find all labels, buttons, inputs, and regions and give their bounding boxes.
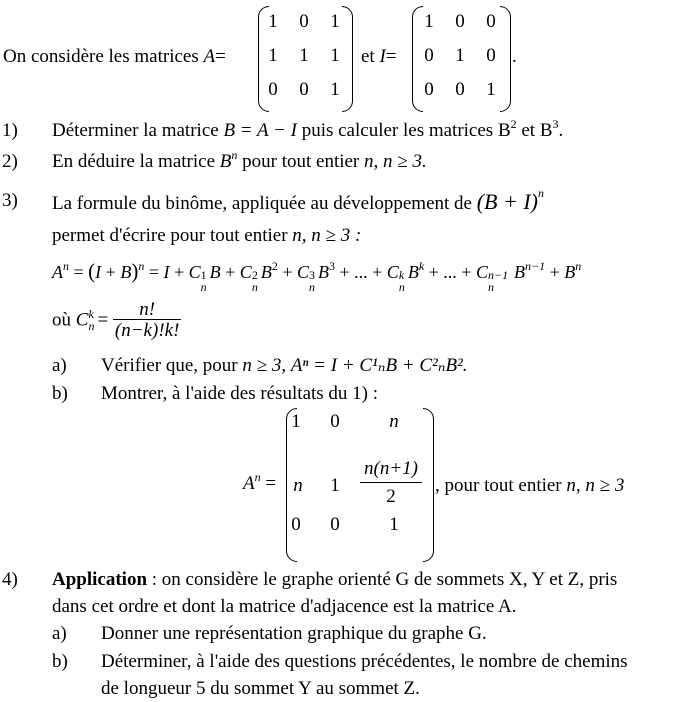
comb-num: n!	[139, 299, 156, 320]
intro-and	[361, 47, 397, 66]
question-4-line1	[52, 570, 617, 589]
matrix-cell: 1	[268, 11, 278, 32]
q3-sub-a-text	[101, 356, 468, 375]
question-4-line2: dans cet ordre et dont la matrice d'adjacence est la matrice A.	[52, 596, 517, 617]
q3a-cond: n ≥ 3,	[242, 355, 287, 376]
matrix-cell: 1	[299, 45, 309, 66]
q4-sub-a-label: a)	[52, 623, 67, 644]
q2-var: B	[219, 151, 232, 172]
matrix-cell: 1	[268, 45, 278, 66]
q4-line1: : on considère le graphe orienté G de sommets X, Y et Z, pris	[147, 569, 618, 590]
question-3-line1	[52, 186, 544, 214]
q3a-formula: Aⁿ = I + C¹ₙB + C²ₙB².	[290, 355, 468, 376]
matrix-cell: 0	[486, 45, 496, 66]
question-1-number: 1)	[2, 120, 18, 141]
an-cell: 1	[330, 475, 340, 496]
matrix-cell: 1	[455, 45, 465, 66]
an-cell: n	[389, 411, 399, 432]
matrix-cell: 0	[299, 11, 309, 32]
q1-exp1: 2	[510, 117, 517, 131]
question-1-text	[52, 117, 564, 141]
matrix-an-right-paren	[423, 408, 434, 562]
q2-condition: n, n ≥ 3.	[364, 151, 427, 172]
an-cell: 1	[389, 514, 399, 535]
an-cell: 0	[291, 514, 301, 535]
where-word: où	[52, 309, 71, 331]
q1-text-before: Déterminer la matrice	[52, 120, 219, 141]
q2-text: En déduire la matrice	[52, 151, 216, 172]
q4-bold: Application	[52, 569, 148, 590]
matrix-a-label: A	[203, 46, 216, 67]
q3a-text: Vérifier que, pour	[101, 355, 238, 376]
comb-den: (n−k)!k!	[114, 320, 180, 341]
and-word: et	[361, 46, 375, 67]
q3-sub-a-label: a)	[52, 355, 67, 376]
an-after	[435, 476, 624, 495]
q2-exp: n	[231, 148, 238, 162]
intro-period: .	[512, 46, 517, 67]
an-frac-num: n(n+1)	[364, 458, 418, 479]
intro-text	[3, 47, 226, 66]
q3-line2-text: permet d'écrire pour tout entier	[52, 225, 288, 246]
an-cell: 1	[291, 411, 301, 432]
q3-sub-b-text: Montrer, à l'aide des résultats du 1) :	[101, 383, 379, 404]
q1-and: et B	[521, 120, 553, 141]
q3-expr: (B + I)	[476, 189, 538, 214]
matrix-cell: 1	[330, 45, 340, 66]
q1-end: .	[558, 120, 564, 141]
matrix-cell: 0	[486, 11, 496, 32]
matrix-cell: 0	[268, 79, 278, 100]
an-label: $A^n$ =	[243, 470, 277, 494]
comb-definition: où C k n = $\frac{n!}{(n-k)!k!}$	[52, 299, 180, 341]
q3-line1-text: La formule du binôme, appliquée au développement de	[52, 193, 472, 214]
matrix-cell: 0	[424, 45, 434, 66]
question-3-number: 3)	[2, 190, 18, 211]
q2-text-after: pour tout entier	[242, 151, 360, 172]
an-frac-den: 2	[360, 482, 422, 508]
matrix-i-right-paren	[500, 6, 511, 112]
q3-expr-wrap	[477, 189, 538, 214]
question-2-number: 2)	[2, 151, 18, 172]
q4-sub-b-line2: de longueur 5 du sommet Y au sommet Z.	[101, 678, 420, 699]
equals-sign: =	[215, 46, 226, 67]
intro-label: On considère les matrices	[3, 46, 199, 67]
matrix-cell: 1	[330, 11, 340, 32]
comb-fraction	[113, 300, 182, 340]
question-4-number: 4)	[2, 569, 18, 590]
equals-sign-2: =	[385, 46, 397, 67]
question-2-text	[52, 148, 427, 172]
matrix-cell: 0	[455, 11, 465, 32]
matrix-cell: 0	[424, 79, 434, 100]
an-cell: n	[293, 475, 303, 496]
an-cell: 0	[330, 411, 340, 432]
matrix-cell: 1	[486, 79, 496, 100]
matrix-cell: 0	[455, 79, 465, 100]
q1-formula: B = A − I	[223, 120, 297, 141]
q4-sub-b-label: b)	[52, 651, 68, 672]
q1-exp2: 3	[552, 117, 559, 131]
binomial-formula: $A^n = (I + B)^n = I + C$ 1 n B + C 2 n $B^2 + C$ 3 n $B^3$ + ... + C k n $B^k$ + ... + C n−1 n $B^{n-1} + B^n$	[52, 259, 582, 294]
an-cell: 0	[330, 514, 340, 535]
matrix-cell: 0	[299, 79, 309, 100]
an-cond: n, n ≥ 3	[566, 475, 625, 496]
question-3-line2	[52, 226, 361, 245]
matrix-cell: 1	[424, 11, 434, 32]
q4-sub-b-line1: Déterminer, à l'aide des questions précédentes, le nombre de chemins	[101, 651, 628, 672]
an-fraction	[360, 458, 422, 508]
matrix-i-label: I	[379, 46, 386, 67]
q3-sub-b-label: b)	[52, 383, 68, 404]
q1-text-after: puis calculer les matrices B	[301, 120, 511, 141]
q3-line2-cond: n, n ≥ 3 :	[292, 225, 362, 246]
an-after-text: , pour tout entier	[435, 475, 562, 496]
q3-exp: n	[537, 186, 544, 200]
q4-sub-a-text: Donner une représentation graphique du graphe G.	[101, 623, 487, 644]
matrix-cell: 1	[330, 79, 340, 100]
